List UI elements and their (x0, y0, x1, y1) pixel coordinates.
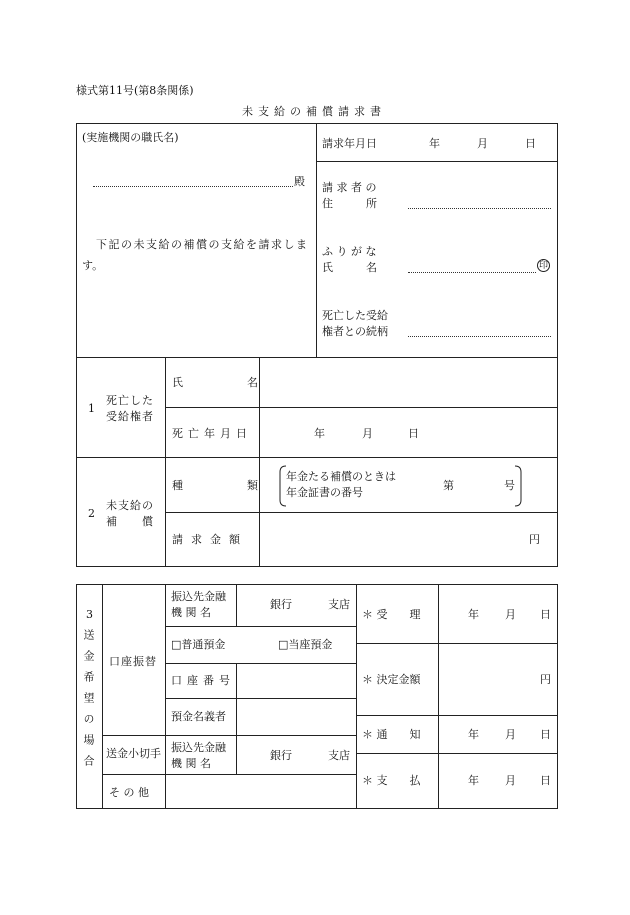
request-year: 年 (429, 137, 440, 150)
bank-label-1: 振込先金融 (171, 590, 226, 603)
payment-day: 日 (540, 774, 551, 787)
s2-row-divider (165, 512, 558, 513)
s3-row-e (102, 774, 356, 775)
payment-year: 年 (468, 774, 479, 787)
relation-label-2: 権者との続柄 (322, 325, 388, 338)
agency-field[interactable] (93, 186, 293, 187)
s3-col5 (438, 584, 439, 809)
section3-number: 3 (86, 608, 93, 621)
receipt-label: ＊ 受 理 (362, 608, 421, 621)
s3-col2 (165, 584, 166, 809)
s3-col1 (102, 584, 103, 809)
claimant-address-field[interactable] (408, 208, 551, 209)
s12-col1 (165, 357, 166, 567)
form-number: 様式第11号(第8条関係) (76, 84, 194, 97)
current-deposit-checkbox[interactable]: □当座預金 (278, 638, 333, 651)
s3-row-b (165, 663, 356, 664)
agency-label: (実施機関の職氏名) (82, 131, 179, 144)
receipt-day: 日 (540, 608, 551, 621)
receipt-year: 年 (468, 608, 479, 621)
bank2-label-1: 振込先金融 (171, 741, 226, 754)
account-number-label: 口座番号 (171, 674, 235, 687)
request-date-label: 請求年月日 (322, 137, 377, 150)
s3-col3c (236, 735, 237, 774)
notice-label: ＊ 通 知 (362, 728, 421, 741)
s3-row-r1 (356, 643, 558, 644)
request-text-2: す。 (82, 259, 104, 272)
request-day: 日 (525, 137, 536, 150)
claimant-name-label: 氏 名 (322, 261, 377, 274)
s3-col3b (236, 663, 237, 735)
payment-month: 月 (505, 774, 516, 787)
section1-number: 1 (88, 402, 95, 415)
amount-yen: 円 (529, 533, 540, 546)
sections-1-2-block (76, 357, 558, 567)
pension-note-1: 年金たる補償のときは (286, 470, 396, 483)
decision-amount-label: ＊ 決定金額 (362, 673, 421, 686)
request-text-1: 下記の未支給の補償の支給を請求しま (96, 238, 309, 251)
claimant-address-label-1: 請 求 者 の (322, 181, 377, 194)
payment-label: ＊ 支 払 (362, 774, 421, 787)
request-month: 月 (477, 137, 488, 150)
s3-row-d (102, 735, 356, 736)
relation-label-1: 死亡した受給 (322, 309, 388, 322)
s3-col3 (236, 584, 237, 626)
bank2-text: 銀行 (270, 749, 292, 762)
section3-vertical-label: 送金希望の場合 (82, 629, 95, 776)
top-date-divider (316, 161, 558, 162)
relation-field[interactable] (408, 336, 551, 337)
pension-dai: 第 (443, 479, 454, 492)
receipt-month: 月 (505, 608, 516, 621)
type-label: 種 類 (172, 479, 272, 492)
death-date-label: 死亡年月日 (172, 427, 252, 440)
bank2-label-2: 機 関 名 (171, 757, 211, 770)
pension-gou: 号 (504, 479, 515, 492)
notice-month: 月 (505, 728, 516, 741)
seal-mark: 印 (538, 261, 548, 271)
section3-block (76, 584, 558, 809)
top-divider (316, 123, 317, 358)
death-day: 日 (408, 427, 419, 440)
page-title: 未支給の補償請求書 (242, 105, 386, 118)
deceased-name-label: 氏 名 (172, 376, 272, 389)
section1-label-2: 受給権者 (106, 410, 154, 423)
section2-label-2: 補 償 (106, 515, 154, 528)
other-label: そ の 他 (109, 786, 149, 799)
death-month: 月 (362, 427, 373, 440)
account-transfer-label: 口座振替 (109, 655, 157, 668)
section1-label-1: 死亡した (106, 394, 154, 407)
ordinary-deposit-checkbox[interactable]: □普通預金 (171, 638, 226, 651)
notice-day: 日 (540, 728, 551, 741)
section2-number: 2 (88, 507, 95, 520)
amount-label: 請求金額 (172, 533, 248, 546)
death-year: 年 (314, 427, 325, 440)
s3-row-a (165, 626, 356, 627)
s3-row-r2 (356, 715, 558, 716)
dono-text: 殿 (294, 175, 305, 188)
branch-text: 支店 (328, 598, 350, 611)
furigana-label: ふ り が な (322, 245, 377, 258)
section2-label-1: 未支給の (106, 499, 154, 512)
decision-yen: 円 (540, 673, 551, 686)
bank-label-2: 機 関 名 (171, 606, 211, 619)
s3-row-c (165, 698, 356, 699)
s3-row-r3 (356, 753, 558, 754)
s1-s2-divider (76, 457, 558, 458)
right-bracket (514, 465, 522, 507)
small-check-label: 送金小切手 (106, 747, 161, 760)
notice-year: 年 (468, 728, 479, 741)
claimant-address-label-2: 住 所 (322, 197, 377, 210)
claimant-name-field[interactable] (408, 272, 536, 273)
pension-note-2: 年金証書の番号 (286, 486, 363, 499)
bank-text: 銀行 (270, 598, 292, 611)
branch2-text: 支店 (328, 749, 350, 762)
s3-col4 (356, 584, 357, 809)
s1-row-divider (165, 407, 558, 408)
account-holder-label: 預金名義者 (171, 710, 226, 723)
